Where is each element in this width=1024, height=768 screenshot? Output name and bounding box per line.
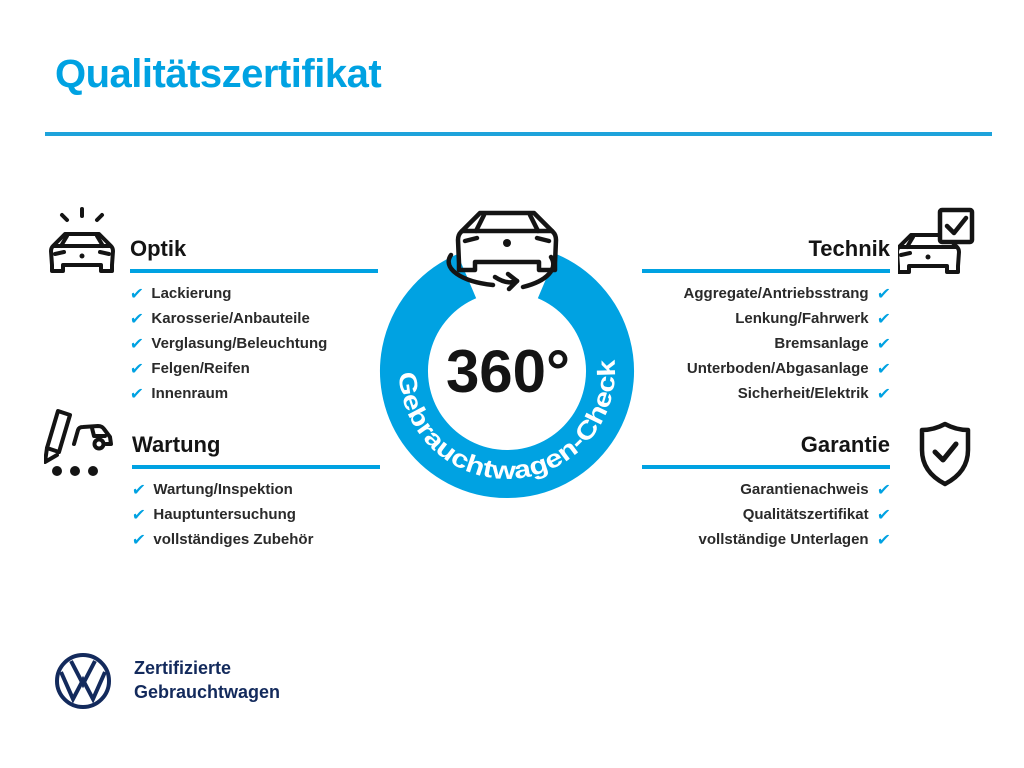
check-item <box>740 481 890 499</box>
checkmark-icon: ✔ <box>875 505 892 525</box>
check-item-label: Felgen/Reifen <box>151 360 250 378</box>
check-item-label: Hauptuntersuchung <box>153 506 296 524</box>
check-item-label: Sicherheit/Elektrik <box>737 385 869 403</box>
section-title-garantie: Garantie <box>642 432 890 469</box>
check-item-label: Bremsanlage <box>774 335 869 353</box>
check-item <box>738 385 890 403</box>
section-title-optik: Optik <box>130 236 378 273</box>
check-item <box>132 506 380 524</box>
360-check-badge <box>360 172 660 517</box>
brand-wordmark <box>134 656 280 704</box>
check-item <box>132 481 380 499</box>
check-item-label: vollständiges Zubehör <box>153 531 314 549</box>
brand-line2: Gebrauchtwagen <box>134 682 281 702</box>
title-rule <box>45 132 992 136</box>
vw-logo <box>54 652 112 710</box>
section-wartung <box>132 432 380 549</box>
check-item <box>684 285 890 303</box>
check-item-label: Verglasung/Beleuchtung <box>151 335 328 353</box>
car-checklist-icon <box>898 206 978 280</box>
ring-label: Gebrauchtwagen-Check <box>392 362 622 486</box>
check-item-label: Garantienachweis <box>740 481 869 499</box>
checkmark-icon: ✔ <box>129 284 145 304</box>
checkmark-icon: ✔ <box>875 284 892 304</box>
checkmark-icon: ✔ <box>875 334 892 354</box>
checkmark-icon: ✔ <box>131 480 147 500</box>
check-item <box>130 310 378 328</box>
checkmark-icon: ✔ <box>875 359 892 379</box>
check-item-label: Unterboden/Abgasanlage <box>686 360 869 378</box>
check-item <box>687 360 890 378</box>
checkmark-icon: ✔ <box>131 505 147 525</box>
check-item-label: Qualitätszertifikat <box>742 506 869 524</box>
check-item <box>699 531 890 549</box>
check-item <box>735 310 890 328</box>
car-rotation-icon <box>449 213 556 289</box>
section-title-wartung: Wartung <box>132 432 380 469</box>
checkmark-icon: ✔ <box>875 530 892 550</box>
checkmark-icon: ✔ <box>129 359 145 379</box>
checkmark-icon: ✔ <box>875 309 892 329</box>
section-technik <box>642 236 890 403</box>
check-item-label: Aggregate/Antriebsstrang <box>683 285 869 303</box>
degrees-label: 360° <box>445 338 571 405</box>
check-item-label: Lackierung <box>151 285 232 303</box>
check-item <box>743 506 890 524</box>
checkmark-icon: ✔ <box>131 530 147 550</box>
check-item-label: Lenkung/Fahrwerk <box>735 310 869 328</box>
checkmark-icon: ✔ <box>875 384 892 404</box>
page-title: Qualitätszertifikat <box>55 52 382 96</box>
car-shine-icon <box>46 203 118 279</box>
brand-line1: Zertifizierte <box>134 658 232 678</box>
checkmark-icon: ✔ <box>875 480 892 500</box>
check-item <box>132 531 380 549</box>
checkmark-icon: ✔ <box>129 334 145 354</box>
checkmark-icon: ✔ <box>129 309 145 329</box>
section-title-technik: Technik <box>642 236 890 273</box>
check-item-label: Innenraum <box>151 385 229 403</box>
check-item-label: vollständige Unterlagen <box>698 531 869 549</box>
section-garantie <box>642 432 890 549</box>
check-item-label: Wartung/Inspektion <box>153 481 293 499</box>
check-item-label: Karosserie/Anbauteile <box>151 310 310 328</box>
check-item <box>130 360 378 378</box>
check-item <box>130 335 378 353</box>
check-item <box>130 385 378 403</box>
check-item <box>774 335 890 353</box>
check-item <box>130 285 378 303</box>
shield-check-icon <box>916 420 974 488</box>
section-optik <box>130 236 378 403</box>
checkmark-icon: ✔ <box>129 384 145 404</box>
service-note-icon <box>44 406 120 484</box>
